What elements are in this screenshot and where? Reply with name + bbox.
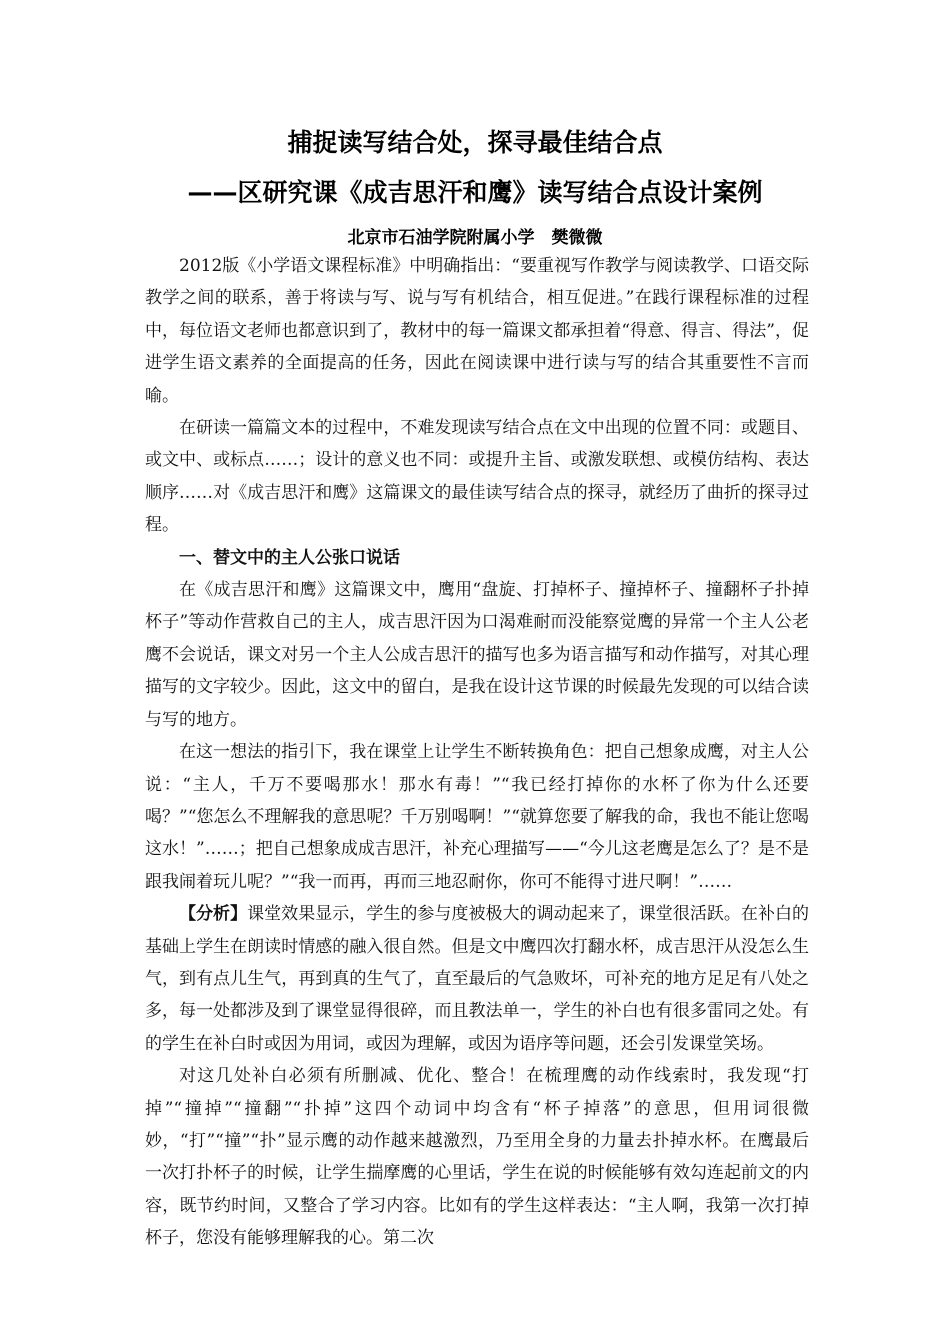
paragraph: 对这几处补白必须有所删减、优化、整合！在梳理鹰的动作线索时，我发现“打掉”“撞掉”“撞翻”“扑掉”这四个动词中均含有“杯子掉落”的意思，但用词很微妙，“打”“撞”“扑”显示鹰的动作越来越激烈，乃至用全身的力量去扑掉水杯。在鹰最后一次打扑杯子的时候，让学生揣摩鹰的心里话，学生在说的时候能够有效勾连起前文的内容，既节约时间，又整合了学习内容。比如有的学生这样表达：“主人啊，我第一次打掉杯子，您没有能够理解我的心。第二次 [145,1066,809,1249]
document-title: 捕捉读写结合处，探寻最佳结合点 [287,128,663,157]
paragraph: 在研读一篇篇文本的过程中，不难发现读写结合点在文中出现的位置不同：或题目、或文中、或标点……；设计的意义也不同：或提升主旨、或激发联想、或模仿结构、表达顺序……对《成吉思汗和鹰》这篇课文的最佳读写结合点的探寻，就经历了曲折的探寻过程。 [145,418,809,536]
paragraph: 2012版《小学语文课程标准》中明确指出：“要重视写作教学与阅读教学、口语交际教学之间的联系，善于将读与写、说与写有机结合，相互促进。”在践行课程标准的过程中，每位语文老师也都意识到了，教材中的每一篇课文都承担着“得意、得言、得法”，促进学生语文素养的全面提高的任务，因此在阅读课中进行读与写的结合其重要性不言而喻。 [145,256,809,406]
analysis-paragraph [145,898,809,1060]
author-line: 北京市石油学院附属小学 樊微微 [347,228,603,248]
paragraph: 在《成吉思汗和鹰》这篇课文中，鹰用“盘旋、打掉杯子、撞掉杯子、撞翻杯子扑掉杯子”等动作营救自己的主人，成吉思汗因为口渴难耐而没能察觉鹰的异常一个主人公老鹰不会说话，课文对另一个主人公成吉思汗的描写也多为语言描写和动作描写，对其心理描写的文字较少。因此，这文中的留白，是我在设计这节课的时候最先发现的可以结合读与写的地方。 [145,580,809,730]
document-subtitle: ——区研究课《成吉思汗和鹰》读写结合点设计案例 [187,178,763,207]
analysis-text: 课堂效果显示，学生的参与度被极大的调动起来了，课堂很活跃。在补白的基础上学生在朗读时情感的融入很自然。但是文中鹰四次打翻水杯，成吉思汗从没怎么生气，到有点儿生气，再到真的生气了，直至最后的气急败坏，可补充的地方足足有八处之多，每一处都涉及到了课堂显得很碎，而且教法单一，学生的补白也有很多雷同之处。有的学生在补白时或因为用词，或因为理解，或因为语序等问题，还会引发课堂笑场。 [145,904,810,1054]
document-body [145,250,809,1255]
paragraph: 在这一想法的指引下，我在课堂上让学生不断转换角色：把自己想象成鹰，对主人公说：“主人，千万不要喝那水！那水有毒！”“我已经打掉你的水杯了你为什么还要喝？”“您怎么不理解我的意思呢？千万别喝啊！”“就算您要了解我的命，我也不能让您喝这水！”……；把自己想象成成吉思汗，补充心理描写——“今儿这老鹰是怎么了？是不是跟我闹着玩儿呢？”“我一而再，再而三地忍耐你，你可不能得寸进尺啊！”…… [145,742,809,892]
section-heading: 一、替文中的主人公张口说话 [179,547,400,568]
analysis-tag: 【分析】 [179,904,248,925]
